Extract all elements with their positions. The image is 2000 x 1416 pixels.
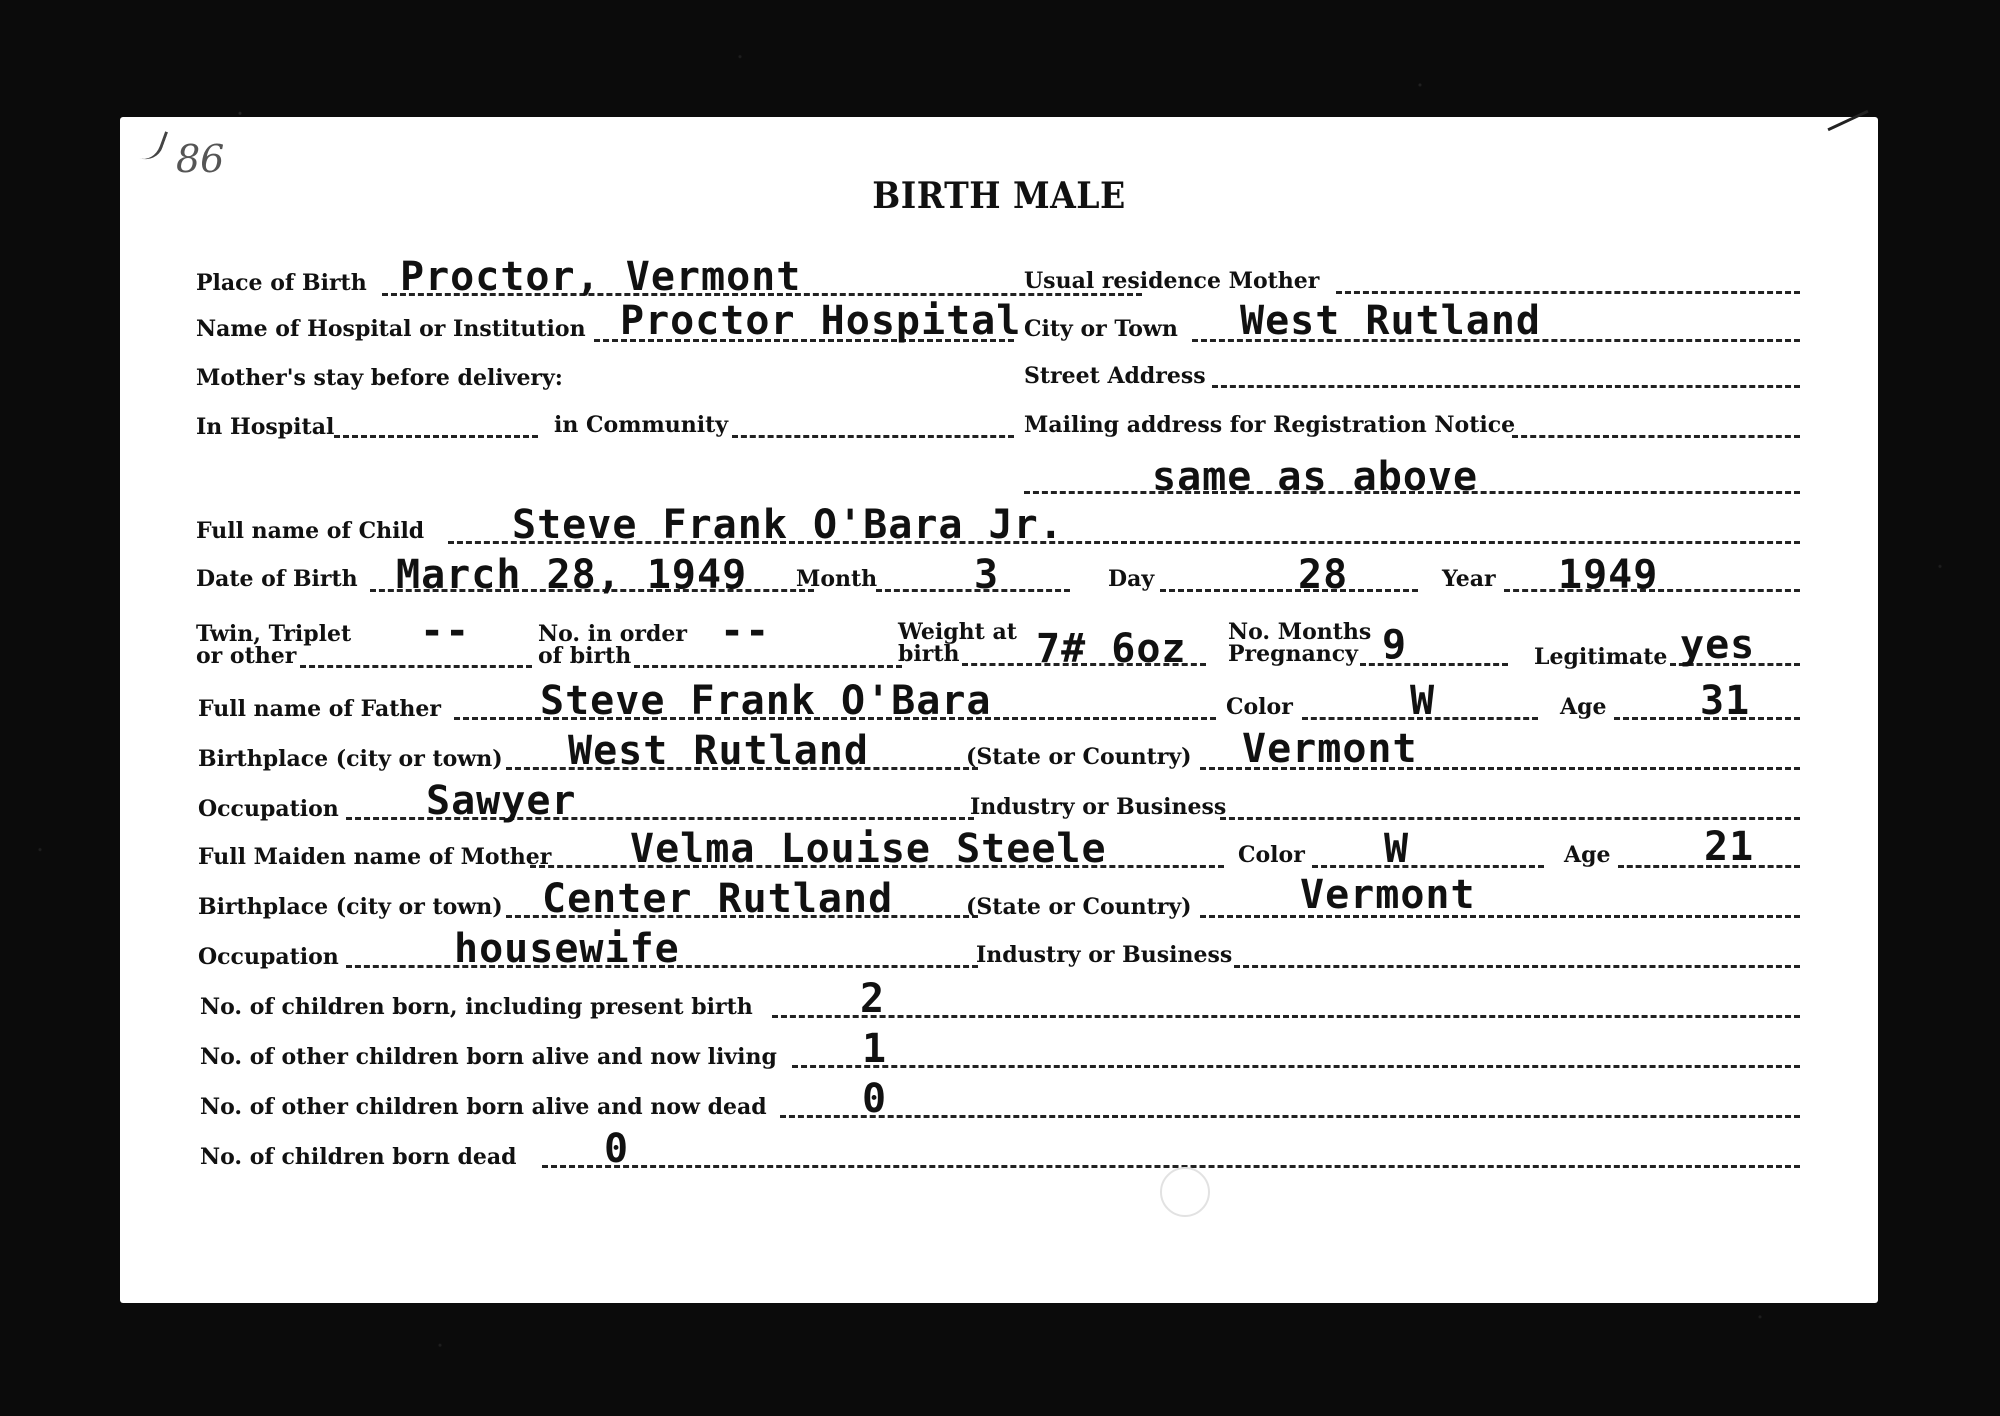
weight-label-1: Weight at [898,619,1017,645]
legitimate-value: yes [1680,622,1756,668]
city-or-town-label: City or Town [1024,316,1178,342]
weight-label-2: birth [898,641,960,667]
order-of-birth-label-2: of birth [538,643,632,669]
mother-birthplace-label: Birthplace (city or town) [198,894,503,920]
months-pregnancy-value: 9 [1382,622,1408,668]
month-line [876,589,1070,592]
mother-age-value: 21 [1704,824,1755,870]
year-label: Year [1442,566,1496,592]
mother-name-label: Full Maiden name of Mother [198,844,552,870]
mother-color-line [1312,865,1544,868]
legitimate-label: Legitimate [1534,644,1668,670]
mother-state-value: Vermont [1300,872,1476,918]
mother-industry-label: Industry or Business [976,942,1233,968]
weight-value: 7# 6oz [1036,626,1187,672]
street-address-label: Street Address [1024,363,1206,389]
father-name-label: Full name of Father [198,696,441,722]
hospital-label: Name of Hospital or Institution [196,316,586,342]
father-age-value: 31 [1700,678,1751,724]
mothers-stay-label: Mother's stay before delivery: [196,365,563,391]
corner-mark [1827,110,1868,131]
month-label: Month [796,566,878,592]
father-color-value: W [1410,678,1436,724]
order-of-birth-value: -- [720,608,771,654]
mother-state-label: (State or Country) [966,894,1192,920]
children-living-label: No. of other children born alive and now living [200,1044,777,1070]
twin-triplet-label-1: Twin, Triplet [196,621,352,647]
mother-industry-line [1234,965,1800,968]
father-name-value: Steve Frank O'Bara [540,678,992,724]
children-dead-alive-label: No. of other children born alive and now dead [200,1094,767,1120]
father-color-label: Color [1226,694,1293,720]
street-address-line [1212,385,1800,388]
father-state-value: Vermont [1242,726,1418,772]
mother-age-label: Age [1564,842,1611,868]
month-value: 3 [974,552,1000,598]
children-living-line [792,1065,1800,1068]
place-of-birth-label: Place of Birth [196,270,367,296]
margin-note: 86 [176,137,225,181]
date-of-birth-value: March 28, 1949 [396,552,748,598]
mailing-address-value: same as above [1152,454,1479,500]
in-community-line [732,435,1014,438]
day-value: 28 [1298,552,1349,598]
father-birthplace-label: Birthplace (city or town) [198,746,503,772]
usual-residence-mother-label: Usual residence Mother [1024,268,1320,294]
months-pregnancy-label-2: Pregnancy [1228,641,1358,667]
day-line [1160,589,1418,592]
in-community-label: in Community [554,412,729,438]
order-of-birth-label-1: No. in order [538,621,687,647]
father-age-label: Age [1560,694,1607,720]
children-born-value: 2 [860,976,886,1022]
children-born-label: No. of children born, including present birth [200,994,753,1020]
father-birthplace-value: West Rutland [568,728,869,774]
in-hospital-label: In Hospital [196,414,335,440]
faint-seal [1160,1167,1210,1217]
father-occupation-label: Occupation [198,796,339,822]
year-value: 1949 [1558,552,1659,598]
mother-color-value: W [1384,826,1410,872]
check-mark [133,124,168,165]
children-born-dead-value: 0 [604,1126,630,1172]
mailing-address-label: Mailing address for Registration Notice [1024,412,1516,438]
twin-triplet-line [300,665,532,668]
city-or-town-value: West Rutland [1240,298,1541,344]
father-occupation-value: Sawyer [426,778,577,824]
twin-triplet-value: -- [420,608,471,654]
children-living-value: 1 [862,1026,888,1072]
place-of-birth-value: Proctor, Vermont [400,254,802,300]
father-industry-label: Industry or Business [970,794,1227,820]
father-industry-line [1220,817,1800,820]
mother-name-value: Velma Louise Steele [630,826,1107,872]
mother-occupation-label: Occupation [198,944,339,970]
children-dead-alive-value: 0 [862,1076,888,1122]
months-pregnancy-label-1: No. Months [1228,619,1372,645]
document-title: BIRTH MALE [872,175,1126,217]
date-of-birth-label: Date of Birth [196,566,358,592]
father-state-label: (State or Country) [966,744,1192,770]
mother-color-label: Color [1238,842,1305,868]
hospital-value: Proctor Hospital [620,298,1022,344]
children-dead-alive-line [780,1115,1800,1118]
child-name-value: Steve Frank O'Bara Jr. [512,502,1064,548]
mother-state-line [1200,915,1800,918]
twin-triplet-label-2: or other [196,643,297,669]
usual-residence-mother-line [1336,291,1800,294]
order-of-birth-line [634,665,902,668]
day-label: Day [1108,566,1155,592]
children-born-dead-line [542,1165,1800,1168]
mailing-address-line [1512,435,1800,438]
child-name-label: Full name of Child [196,518,425,544]
children-born-line [772,1015,1800,1018]
mother-birthplace-value: Center Rutland [542,876,894,922]
birth-record-card [120,117,1878,1303]
children-born-dead-label: No. of children born dead [200,1144,517,1170]
mother-occupation-value: housewife [454,926,680,972]
in-hospital-line [334,435,538,438]
